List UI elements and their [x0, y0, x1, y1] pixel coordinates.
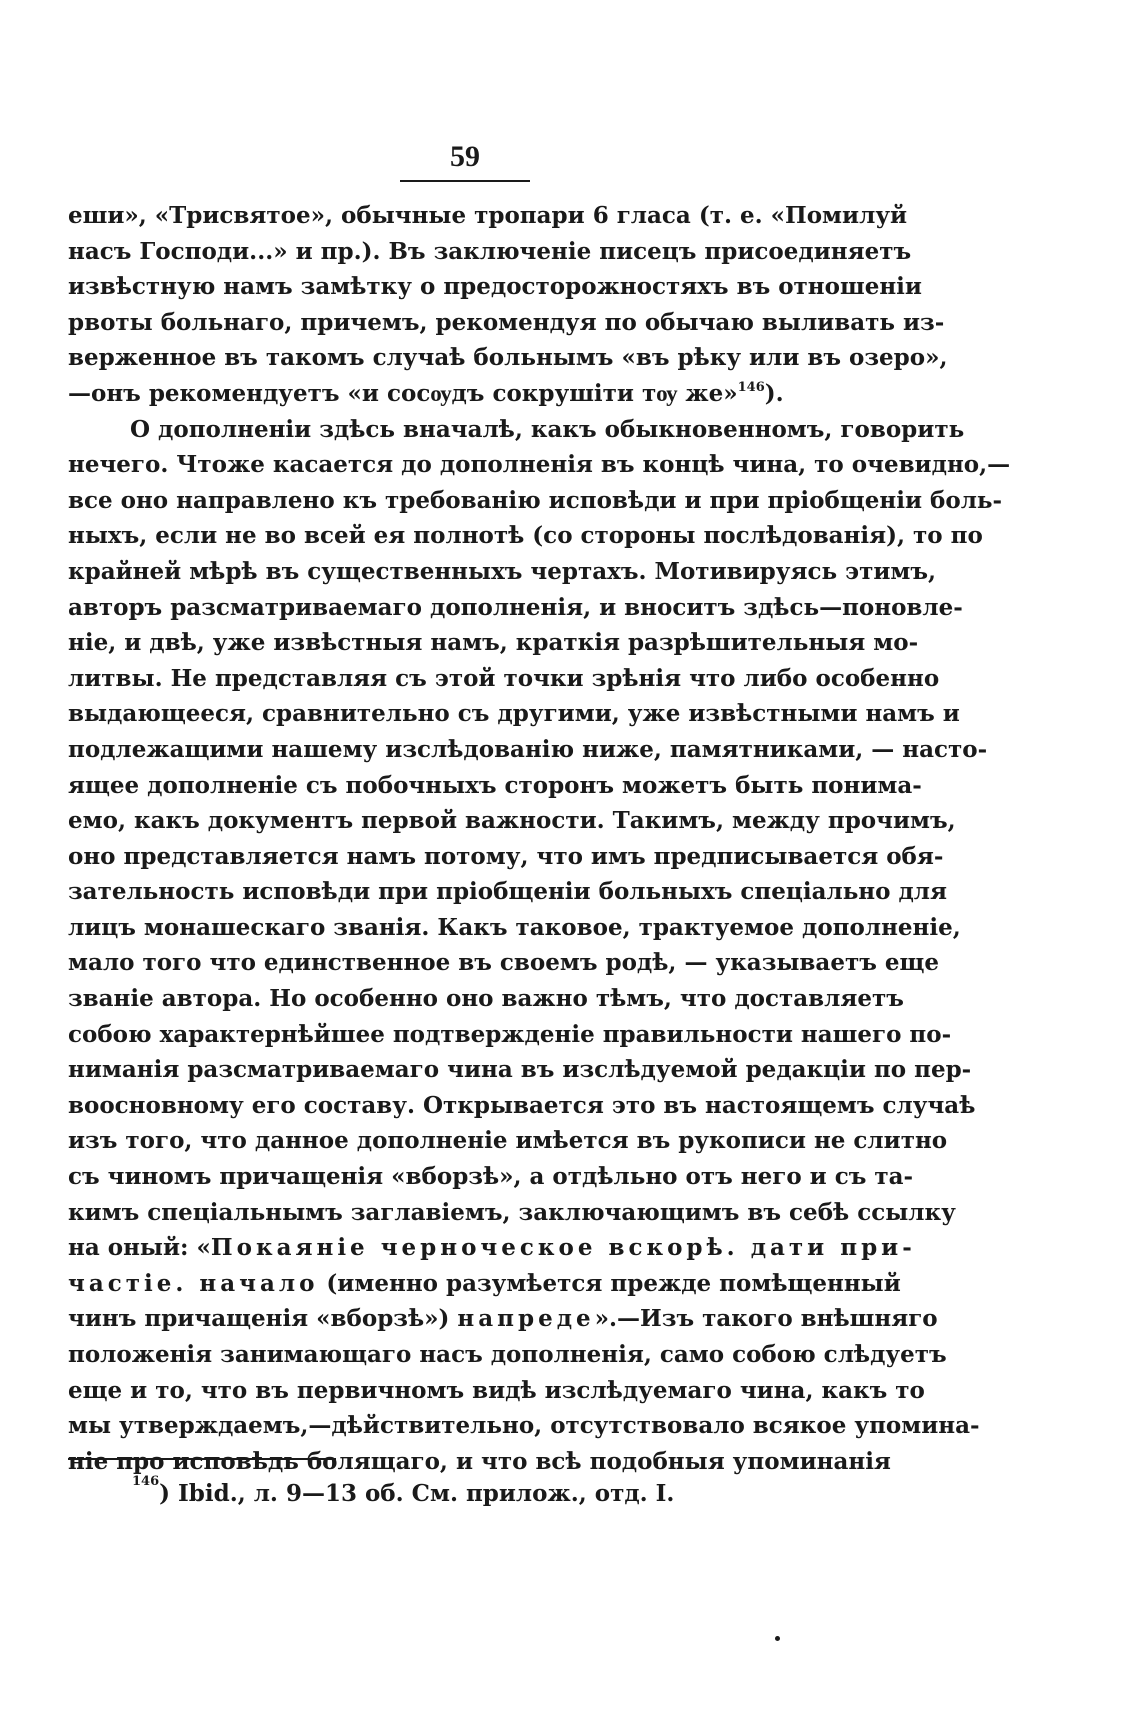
- spaced-title: Покаяніе черноческое вскорѣ. дати при-: [210, 1234, 916, 1262]
- body-text: [68, 198, 1011, 1479]
- text-segment: (именно разумѣется прежде помѣщенный: [318, 1269, 901, 1297]
- text-line: мало того что единственное въ своемъ родѣ, — указываетъ еще: [68, 949, 940, 977]
- footnote: [132, 1474, 675, 1507]
- text-line: еши», «Трисвятое», обычные тропари 6 гласа (т. е. «Помилуй: [68, 202, 908, 229]
- text-line: ніе, и двѣ, уже извѣстныя намъ, краткія разрѣшительныя мо-: [68, 629, 919, 657]
- footnote-rule: [68, 1458, 336, 1460]
- text-line: извѣстную намъ замѣтку о предосторожностяхъ въ отношеніи: [68, 273, 922, 301]
- text-line: [68, 1301, 938, 1337]
- text-line: изъ того, что данное дополненіе имѣется въ рукописи не слитно: [68, 1127, 948, 1155]
- text-segment: ).: [764, 379, 784, 407]
- text-line: собою характернѣйшее подтвержденіе правильности нашего по-: [68, 1020, 952, 1048]
- text-line: зательность исповѣди при пріобщеніи больныхъ спеціально для: [68, 878, 948, 906]
- text-segment: —онъ рекомендуетъ «и сосѹдъ сокрушіти тѹ же»: [68, 379, 738, 407]
- text-line: подлежащими нашему изслѣдованію ниже, памятниками, — насто-: [68, 735, 988, 763]
- text-line: кимъ спеціальнымъ заглавіемъ, заключающимъ въ себѣ ссылку: [68, 1198, 956, 1226]
- page-number: 59: [450, 140, 480, 173]
- text-line: емо, какъ документъ первой важности. Такимъ, между прочимъ,: [68, 807, 956, 835]
- text-line: мы утверждаемъ,—дѣйствительно, отсутствовало всякое упомина-: [68, 1412, 980, 1440]
- text-segment: ».—Изъ такого внѣшняго: [594, 1305, 938, 1333]
- text-line: лицъ монашескаго званія. Какъ таковое, трактуемое дополненіе,: [68, 913, 961, 941]
- spaced-title: частіе. начало: [68, 1269, 319, 1297]
- text-line: ящее дополненіе съ побочныхъ сторонъ можетъ быть понима-: [68, 771, 922, 799]
- text-line: званіе автора. Но особенно оно важно тѣмъ, что доставляетъ: [68, 985, 904, 1013]
- text-line: все оно направлено къ требованію исповѣди и при пріобщеніи боль-: [68, 486, 1003, 514]
- text-line: ныхъ, если не во всей ея полнотѣ (со стороны послѣдованія), то по: [68, 522, 983, 550]
- text-line: О дополненіи здѣсь вначалѣ, какъ обыкновенномъ, говорить: [130, 415, 965, 443]
- page-number-rule: [400, 180, 530, 182]
- spaced-title: напреде: [457, 1305, 595, 1333]
- text-line: оно представляется намъ потому, что имъ предписывается обя-: [68, 842, 944, 870]
- text-segment: на оный: «: [68, 1234, 211, 1262]
- text-line: литвы. Не представляя съ этой точки зрѣнія что либо особенно: [68, 664, 940, 692]
- text-line: еще и то, что въ первичномъ видѣ изслѣдуемаго чина, какъ то: [68, 1376, 925, 1404]
- text-line: верженное въ такомъ случаѣ больнымъ «въ рѣку или въ озеро»,: [68, 344, 948, 372]
- footnote-marker: 146: [132, 1474, 160, 1489]
- footnote-reference: 146: [737, 379, 765, 395]
- text-line: ніе про исповѣдь болящаго, и что всѣ подобныя упоминанія: [68, 1447, 891, 1475]
- text-line: положенія занимающаго насъ дополненія, само собою слѣдуетъ: [68, 1341, 947, 1368]
- ink-speck: [775, 1636, 780, 1641]
- text-line: ниманія разсматриваемаго чина въ изслѣдуемой редакціи по пер-: [68, 1056, 972, 1084]
- text-line: насъ Господи...» и пр.). Въ заключеніе писецъ присоединяетъ: [68, 237, 912, 265]
- text-line: [68, 1230, 916, 1266]
- text-line: нечего. Чтоже касается до дополненія въ концѣ чина, то очевидно,—: [68, 451, 1011, 479]
- text-line: крайней мѣрѣ въ существенныхъ чертахъ. Мотивируясь этимъ,: [68, 557, 937, 585]
- text-line: воосновному его составу. Открывается это въ настоящемъ случаѣ: [68, 1091, 976, 1119]
- text-segment: чинъ причащенія «вборзѣ»): [68, 1305, 458, 1333]
- text-line: выдающееся, сравнительно съ другими, уже извѣстными намъ и: [68, 700, 960, 728]
- footnote-text: ) Ibid., л. 9—13 об. См. прилож., отд. I.: [159, 1480, 675, 1507]
- text-line: авторъ разсматриваемаго дополненія, и вноситъ здѣсь—поновле-: [68, 593, 963, 621]
- text-line: [68, 376, 871, 412]
- text-line: рвоты больнаго, причемъ, рекомендуя по обычаю выливать из-: [68, 308, 945, 336]
- text-line: съ чиномъ причащенія «вборзѣ», а отдѣльно отъ него и съ та-: [68, 1163, 914, 1191]
- text-line: [68, 1266, 901, 1302]
